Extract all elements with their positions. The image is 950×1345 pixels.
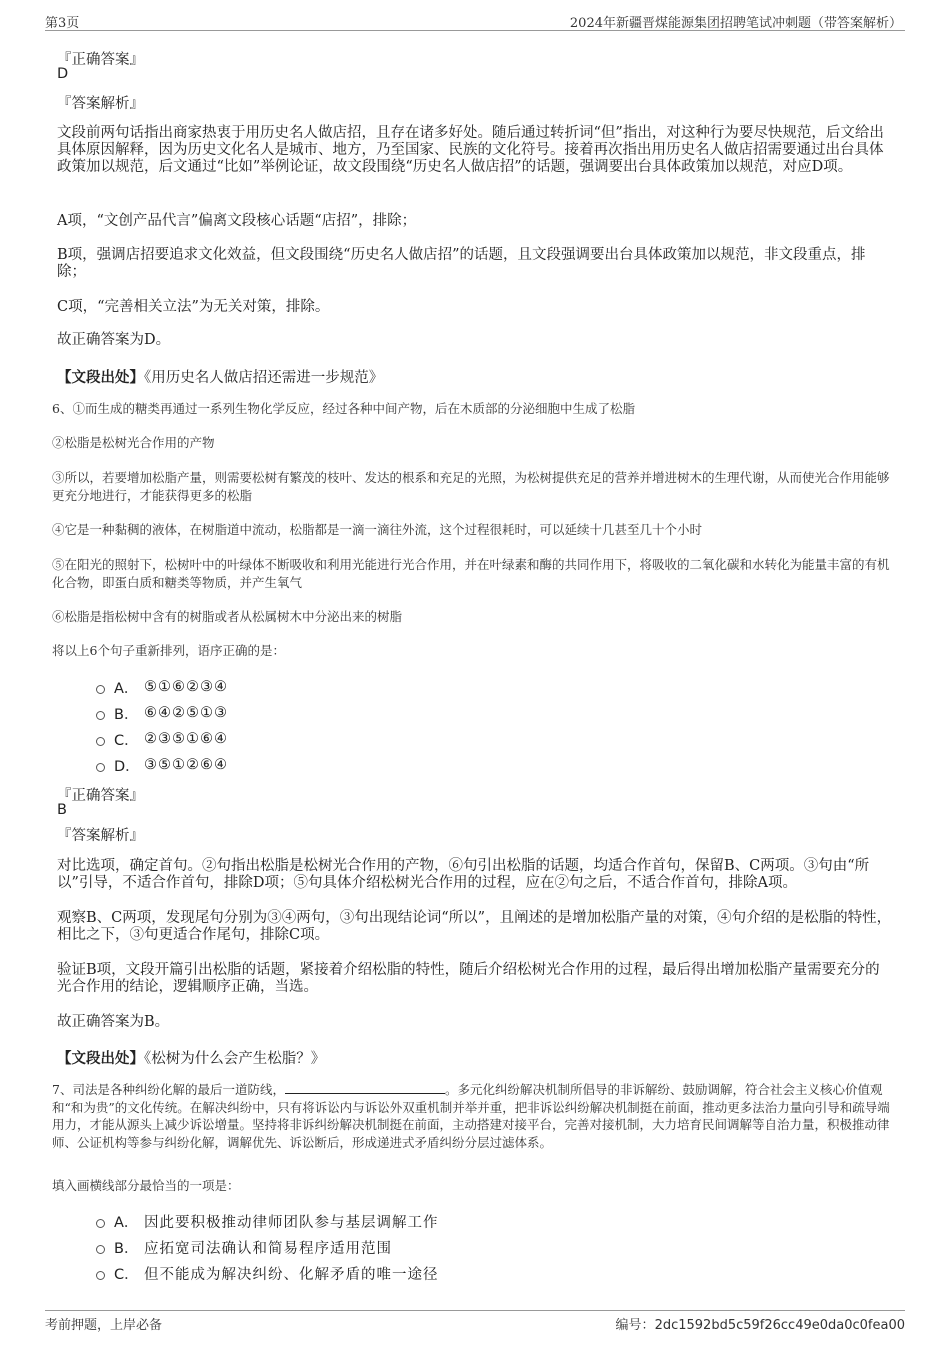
radio-icon[interactable] bbox=[96, 763, 105, 772]
footer-slogan: 考前押题，上岸必备 bbox=[45, 1318, 163, 1333]
q6-answer-label: 『正确答案』 bbox=[57, 788, 144, 804]
q6-option-a[interactable] bbox=[96, 678, 228, 696]
q5-analysis-paragraph: 故正确答案为D。 bbox=[57, 332, 171, 348]
q6-prompt: 将以上6个句子重新排列，语序正确的是： bbox=[52, 643, 285, 658]
page-number: 第3页 bbox=[45, 16, 80, 31]
option-letter: D． bbox=[114, 758, 140, 775]
option-text: ⑤①⑥②③④ bbox=[144, 679, 228, 695]
q6-source bbox=[57, 1047, 325, 1068]
q5-analysis-paragraph: 文段前两句话指出商家热衷于用历史名人做店招，且存在诸多好处。随后通过转折词“但”指出，对这种行为要尽快规范，后文给出具体原因解释，因为历史文化名人是城市、地方，乃至国家、民族的文化符号。接着再次指出用历史名人做店招需要通过出台具体政策加以规范，后文通过“比如”举例论证，故文段围绕“历史名人做店招”的话题，强调要出台具体政策加以规范，对应D项。 bbox=[57, 125, 884, 175]
radio-icon[interactable] bbox=[96, 1271, 105, 1280]
option-text: 但不能成为解决纠纷、化解矛盾的唯一途径 bbox=[144, 1266, 439, 1283]
q6-source-label: 【文段出处】 bbox=[57, 1050, 144, 1067]
q6-sentence: 6、①而生成的糖类再通过一系列生物化学反应，经过各种中间产物，后在木质部的分泌细胞中生成了松脂 bbox=[52, 401, 635, 416]
radio-icon[interactable] bbox=[96, 685, 105, 694]
radio-icon[interactable] bbox=[96, 1245, 105, 1254]
option-letter: B． bbox=[114, 1240, 139, 1257]
q7-option-b[interactable] bbox=[96, 1238, 392, 1256]
q5-source-label: 【文段出处】 bbox=[57, 369, 144, 386]
document-title: 2024年新疆晋煤能源集团招聘笔试冲刺题（带答案解析） bbox=[569, 16, 902, 31]
q6-sentence: ③所以，若要增加松脂产量，则需要松树有繁茂的枝叶、发达的根系和充足的光照，为松树提供充足的营养并增进树木的生理代谢，从而使光合作用能够更充分地进行，才能获得更多的松脂 bbox=[52, 470, 890, 503]
q6-option-d[interactable] bbox=[96, 756, 228, 774]
q6-analysis-paragraph: 观察B、C两项，发现尾句分别为③④两句，③句出现结论词“所以”，且阐述的是增加松脂产量的对策，④句介绍的是松脂的特性，相比之下，③句更适合作尾句，排除C项。 bbox=[57, 910, 892, 943]
header-divider bbox=[45, 30, 905, 31]
option-letter: A． bbox=[114, 680, 139, 697]
q5-analysis-paragraph: C项，“完善相关立法”为无关对策，排除。 bbox=[57, 299, 330, 315]
q6-analysis-paragraph: 验证B项，文段开篇引出松脂的话题，紧接着介绍松脂的特性，随后介绍松树光合作用的过程，最后得出增加松脂产量需要充分的光合作用的结论，逻辑顺序正确，当选。 bbox=[57, 962, 880, 995]
q6-sentence: ⑤在阳光的照射下，松树叶中的叶绿体不断吸收和利用光能进行光合作用，并在叶绿素和酶的共同作用下，将吸收的二氧化碳和水转化为能量丰富的有机化合物，即蛋白质和糖类等物质，并产生氧气 bbox=[52, 557, 890, 590]
q6-sentence: ④它是一种黏稠的液体，在树脂道中流动，松脂都是一滴一滴往外流，这个过程很耗时，可以延续十几甚至几十个小时 bbox=[52, 522, 703, 537]
q5-source bbox=[57, 366, 383, 387]
q7-option-a[interactable] bbox=[96, 1212, 439, 1230]
option-letter: A． bbox=[114, 1214, 139, 1231]
q6-sentence: ②松脂是松树光合作用的产物 bbox=[52, 435, 215, 450]
q7-stem bbox=[52, 1081, 897, 1151]
q6-analysis-label: 『答案解析』 bbox=[57, 828, 144, 844]
q5-answer-value: D bbox=[57, 66, 69, 82]
q5-analysis-paragraph: B项，强调店招要追求文化效益，但文段围绕“历史名人做店招”的话题，且文段强调要出台具体政策加以规范，非文段重点，排除； bbox=[57, 247, 866, 280]
radio-icon[interactable] bbox=[96, 711, 105, 720]
q7-stem-before: 7、司法是各种纠纷化解的最后一道防线， bbox=[52, 1082, 285, 1097]
option-letter: C． bbox=[114, 732, 139, 749]
q6-analysis-paragraph: 对比选项，确定首句。②句指出松脂是松树光合作用的产物，⑥句引出松脂的话题，均适合作首句，保留B、C两项。③句由“所以”引导，不适合作首句，排除D项；⑤句具体介绍松树光合作用的过程，应在②句之后，不适合作首句，排除A项。 bbox=[57, 858, 870, 891]
q6-analysis-paragraph: 故正确答案为B。 bbox=[57, 1014, 170, 1030]
option-text: 因此要积极推动律师团队参与基层调解工作 bbox=[144, 1214, 439, 1231]
q7-prompt: 填入画横线部分最恰当的一项是： bbox=[52, 1178, 240, 1193]
q7-option-c[interactable] bbox=[96, 1264, 439, 1282]
radio-icon[interactable] bbox=[96, 1219, 105, 1228]
radio-icon[interactable] bbox=[96, 737, 105, 746]
footer-code bbox=[616, 1314, 905, 1333]
q6-option-b[interactable] bbox=[96, 704, 228, 722]
q6-source-title: 《松树为什么会产生松脂？》 bbox=[144, 1051, 326, 1067]
footer-divider bbox=[45, 1310, 905, 1311]
q6-option-c[interactable] bbox=[96, 730, 228, 748]
q7-stem-after: 。多元化纠纷解决机制所倡导的非诉解纷、鼓励调解，符合社会主义核心价值观和“和为贵”的文化传统。在解决纠纷中，只有将诉讼内与诉讼外双重机制并举并重，把非诉讼纠纷解决机制挺在前面，推动更多法治力量向引导和疏导端用力，才能从源头上减少诉讼增量。坚持将非诉纠纷解决机制挺在前面，主动搭建对接平台，完善对接机制，大力培育民间调解等自治力量，积极推动律师、公证机构等参与纠纷化解，调解优先、诉讼断后，形成递进式矛盾纠纷分层过滤体系。 bbox=[52, 1082, 890, 1150]
option-text: ⑥④②⑤①③ bbox=[144, 705, 228, 721]
footer-code-label: 编号： bbox=[615, 1318, 655, 1333]
option-letter: C． bbox=[114, 1266, 139, 1283]
q5-analysis-label: 『答案解析』 bbox=[57, 96, 144, 112]
q6-sentence: ⑥松脂是指松树中含有的树脂或者从松属树木中分泌出来的树脂 bbox=[52, 609, 403, 624]
option-text: ③⑤①②⑥④ bbox=[144, 757, 228, 773]
q6-answer-value: B bbox=[57, 802, 67, 818]
q5-analysis-paragraph: A项，“文创产品代言”偏离文段核心话题“店招”，排除； bbox=[57, 213, 417, 229]
fill-blank bbox=[285, 1081, 445, 1094]
option-text: 应拓宽司法确认和简易程序适用范围 bbox=[144, 1240, 392, 1257]
footer-code-value: 2dc1592bd5c59f26cc49e0da0c0fea00 bbox=[654, 1318, 905, 1333]
option-letter: B． bbox=[114, 706, 139, 723]
option-text: ②③⑤①⑥④ bbox=[144, 731, 228, 747]
q5-answer-label: 『正确答案』 bbox=[57, 52, 144, 68]
q5-source-title: 《用历史名人做店招还需进一步规范》 bbox=[144, 370, 384, 386]
